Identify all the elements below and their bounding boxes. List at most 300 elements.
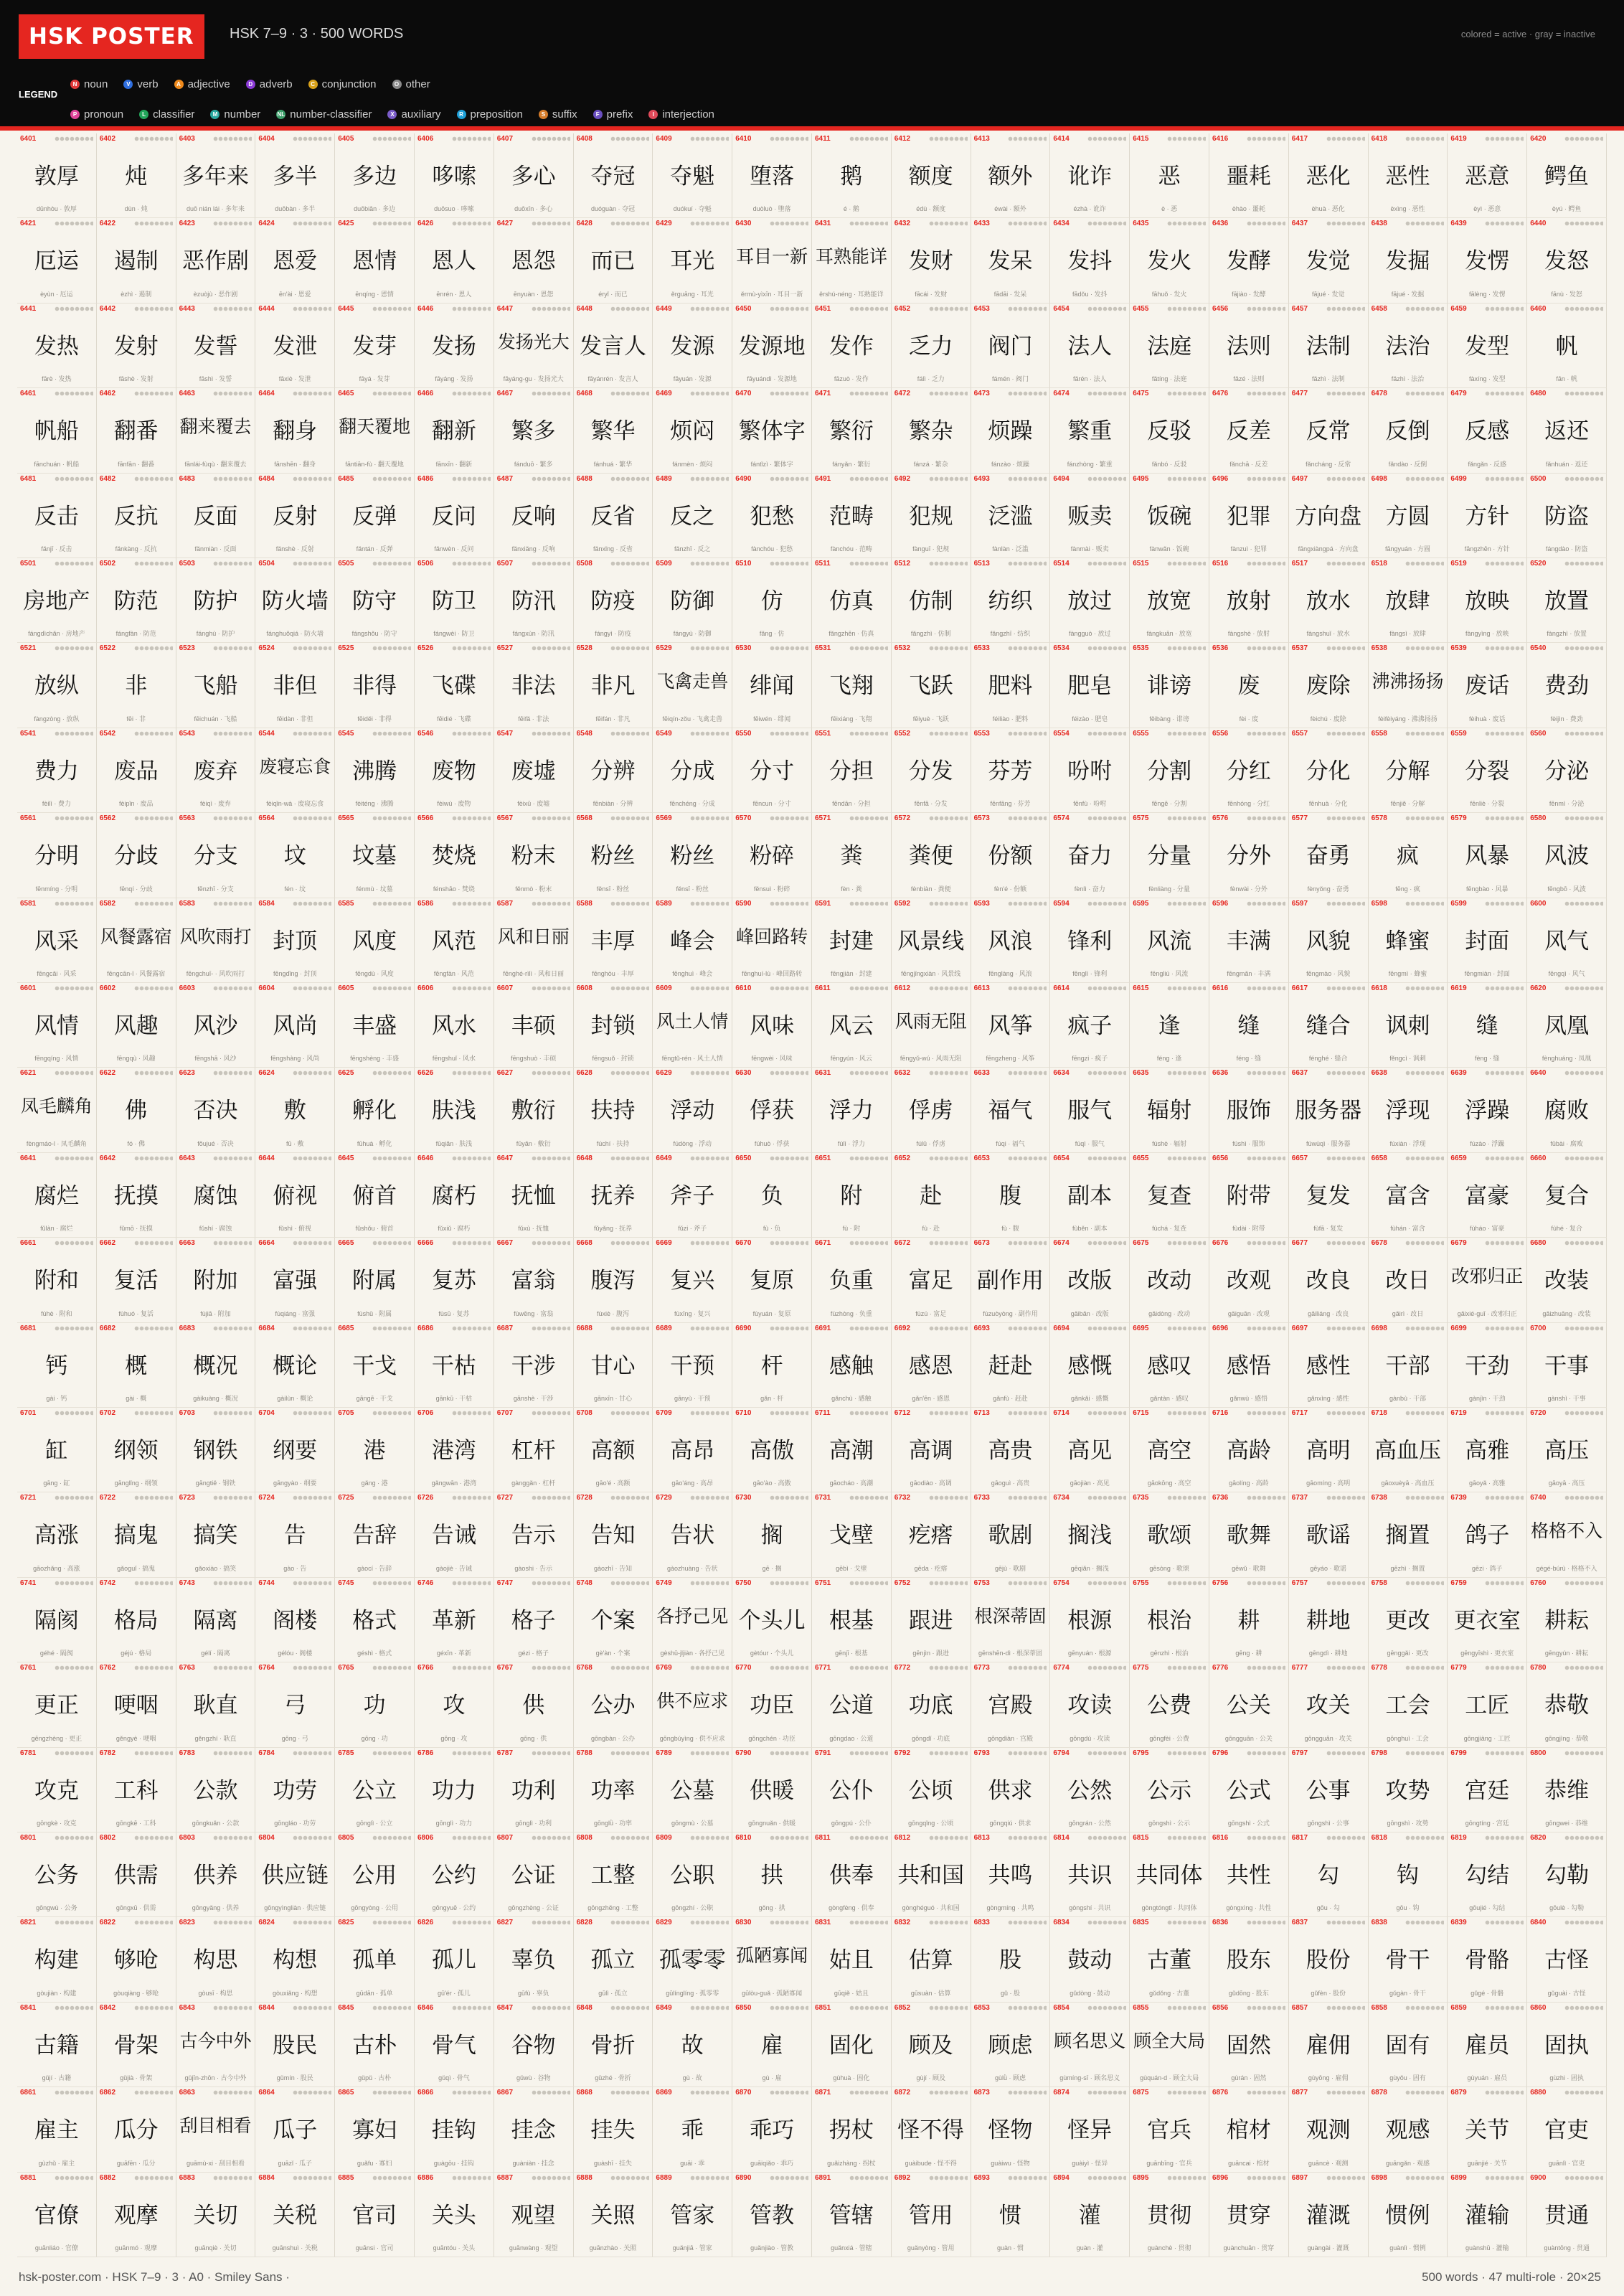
word-number: 6421	[20, 220, 37, 228]
word-card	[255, 1408, 335, 1492]
word-pinyin: gǎnfù · 赶赴	[993, 1395, 1028, 1402]
legend-dot-icon: X	[387, 110, 397, 119]
word-number: 6786	[417, 1749, 434, 1757]
word-pinyin: ēnqíng · 恩情	[355, 290, 394, 298]
word-hanzi: 奋勇	[1306, 843, 1351, 870]
word-number: 6705	[338, 1409, 354, 1417]
word-hanzi: 功力	[431, 1777, 476, 1804]
word-number: 6714	[1053, 1409, 1070, 1417]
word-pinyin: guānzhào · 关照	[589, 2244, 637, 2252]
pos-dots-icon	[55, 901, 93, 906]
legend-dot-icon: P	[70, 110, 80, 119]
word-number: 6678	[1371, 1239, 1387, 1248]
pos-dots-icon	[213, 986, 252, 991]
word-pinyin: gǔgé · 骨骼	[1470, 1989, 1504, 1997]
word-hanzi: 副作用	[976, 1268, 1044, 1294]
word-card	[1289, 133, 1369, 218]
pos-dots-icon	[293, 306, 331, 311]
pos-dots-icon	[1485, 1581, 1524, 1586]
word-pinyin: féiliào · 肥料	[992, 715, 1029, 723]
pos-dots-icon	[55, 1665, 93, 1670]
word-pinyin: guāngǎn · 观感	[1385, 2159, 1430, 2167]
pos-dots-icon	[1405, 816, 1444, 821]
pos-dots-icon	[929, 221, 968, 226]
pos-dots-icon	[1564, 1241, 1603, 1246]
word-card	[1209, 304, 1289, 388]
word-hanzi: 公道	[828, 1693, 874, 1719]
pos-dots-icon	[610, 901, 649, 906]
word-number: 6570	[735, 814, 752, 823]
pos-dots-icon	[1564, 1411, 1603, 1416]
word-card	[17, 1323, 97, 1408]
word-number: 6552	[894, 729, 911, 738]
word-hanzi: 烦躁	[988, 418, 1033, 445]
word-card	[255, 474, 335, 558]
word-card	[812, 1238, 892, 1322]
word-number: 6711	[815, 1409, 831, 1417]
pos-dots-icon	[1485, 306, 1524, 311]
word-pinyin: gēnshēn-dì · 根深蒂固	[978, 1650, 1043, 1657]
word-number: 6440	[1530, 220, 1547, 228]
word-hanzi: 反省	[590, 503, 636, 530]
word-number: 6708	[576, 1409, 593, 1417]
word-pinyin: duòluò · 堕落	[752, 205, 791, 213]
word-hanzi: 反差	[1226, 418, 1271, 445]
poster-footer	[0, 2260, 1624, 2296]
word-number: 6669	[656, 1239, 672, 1248]
word-hanzi: 供不应求	[656, 1690, 729, 1712]
word-hanzi: 官兵	[1147, 2117, 1192, 2144]
word-card	[415, 304, 494, 388]
word-hanzi: 固执	[1544, 2032, 1590, 2059]
word-card	[732, 474, 812, 558]
word-card	[255, 898, 335, 983]
word-number: 6672	[894, 1239, 911, 1248]
word-card	[255, 2003, 335, 2087]
word-hanzi: 繁多	[511, 418, 556, 445]
legend-dot-icon: F	[593, 110, 603, 119]
legend-dot-icon: NL	[277, 110, 285, 118]
word-pinyin: fǎngzhī · 纺织	[990, 630, 1031, 638]
word-card	[1527, 898, 1607, 983]
word-card	[1448, 983, 1527, 1068]
word-number: 6755	[1133, 1578, 1149, 1587]
word-number: 6627	[496, 1069, 514, 1078]
word-pinyin: fēnzhī · 分支	[197, 885, 234, 893]
pos-dots-icon	[1326, 1156, 1365, 1161]
pos-dots-icon	[372, 986, 411, 991]
pos-dots-icon	[610, 1751, 649, 1756]
word-hanzi: 挂念	[511, 2117, 556, 2144]
word-card	[415, 1068, 494, 1152]
pos-dots-icon	[1485, 391, 1524, 396]
word-pinyin: gāo'é · 高额	[595, 1479, 631, 1487]
word-number: 6606	[417, 984, 434, 992]
word-number: 6601	[20, 984, 37, 992]
word-card	[1130, 558, 1209, 643]
word-card	[653, 1068, 732, 1152]
pos-dots-icon	[1326, 901, 1365, 906]
word-card	[812, 2173, 892, 2257]
word-card	[574, 1068, 653, 1152]
word-hanzi: 浮动	[670, 1098, 715, 1124]
word-hanzi: 繁衍	[828, 418, 874, 445]
word-pinyin: fènlì · 奋力	[1074, 885, 1105, 893]
word-pinyin: gōngfèi · 公费	[1149, 1734, 1189, 1742]
pos-dots-icon	[372, 1071, 411, 1076]
word-card	[1289, 898, 1369, 983]
word-card	[1289, 304, 1369, 388]
word-card	[1289, 1068, 1369, 1152]
word-pinyin: gāngtiě · 钢铁	[195, 1479, 236, 1487]
word-pinyin: gūlì · 孤立	[598, 1989, 628, 1997]
word-pinyin: gài · 概	[126, 1395, 147, 1402]
word-hanzi: 恩人	[431, 248, 476, 275]
word-card	[732, 1832, 812, 1917]
word-number: 6633	[973, 1069, 990, 1078]
word-pinyin: gēngyīshì · 更衣室	[1460, 1650, 1514, 1657]
word-card	[17, 1662, 97, 1747]
word-card	[1527, 474, 1607, 558]
word-number: 6455	[1133, 304, 1149, 313]
word-number: 6410	[735, 135, 752, 143]
word-hanzi: 发言人	[579, 333, 646, 359]
word-card	[1448, 1323, 1527, 1408]
word-pinyin: gǎntàn · 感叹	[1150, 1395, 1189, 1402]
word-pinyin: fāyá · 发芽	[359, 375, 390, 383]
word-card	[1527, 983, 1607, 1068]
word-pinyin: fùhè · 附和	[41, 1309, 72, 1317]
word-card	[415, 1748, 494, 1832]
word-pinyin: guàn · 灌	[1076, 2244, 1103, 2252]
word-pinyin: fǔyǎng · 抚养	[593, 1225, 632, 1233]
pos-dots-icon	[770, 901, 808, 906]
pos-dots-icon	[610, 1071, 649, 1076]
pos-dots-icon	[293, 2090, 331, 2095]
word-hanzi: 跟进	[908, 1607, 953, 1634]
word-card	[17, 304, 97, 388]
word-number: 6613	[973, 984, 990, 992]
word-card	[255, 133, 335, 218]
word-card	[1209, 1153, 1289, 1238]
word-pinyin: gànbù · 干部	[1389, 1395, 1426, 1402]
word-pinyin: guàshī · 挂失	[593, 2159, 632, 2167]
pos-dots-icon	[1008, 391, 1047, 396]
word-pinyin: gūqiě · 姑且	[834, 1989, 869, 1997]
word-card	[17, 1917, 97, 2002]
word-number: 6759	[1450, 1578, 1467, 1587]
pos-dots-icon	[1405, 731, 1444, 736]
pos-dots-icon	[610, 1835, 649, 1840]
pos-dots-icon	[1485, 1241, 1524, 1246]
word-hanzi: 感性	[1306, 1352, 1351, 1379]
pos-dots-icon	[690, 1495, 729, 1500]
word-number: 6769	[656, 1664, 672, 1672]
pos-dots-icon	[1326, 221, 1365, 226]
word-number: 6821	[20, 1919, 37, 1927]
word-number: 6875	[1133, 2089, 1149, 2097]
word-card	[971, 304, 1051, 388]
word-hanzi: 高见	[1067, 1438, 1113, 1464]
word-pinyin: fēngshā · 风沙	[194, 1055, 237, 1063]
word-hanzi: 发热	[34, 333, 79, 359]
word-number: 6474	[1053, 390, 1070, 398]
word-pinyin: gōng · 功	[361, 1734, 388, 1742]
word-number: 6757	[1291, 1578, 1308, 1587]
word-card	[415, 1662, 494, 1747]
word-number: 6409	[656, 135, 672, 143]
word-number: 6573	[973, 814, 990, 823]
word-card	[653, 133, 732, 218]
legend-label: interjection	[662, 108, 714, 121]
word-pinyin: fēngmì · 蜂蜜	[1388, 970, 1427, 977]
word-pinyin: fēngyǔ-wú · 风雨无阻	[900, 1055, 962, 1063]
word-card	[255, 1323, 335, 1408]
word-pinyin: guānjié · 关节	[1467, 2159, 1507, 2167]
word-number: 6731	[815, 1494, 831, 1502]
word-number: 6694	[1053, 1324, 1070, 1332]
word-pinyin: gélóu · 阁楼	[278, 1650, 313, 1657]
word-number: 6505	[338, 560, 354, 568]
word-pinyin: fěibàng · 诽谤	[1149, 715, 1189, 723]
word-number: 6488	[576, 474, 593, 483]
word-number: 6479	[1450, 390, 1467, 398]
word-number: 6491	[815, 474, 831, 483]
word-pinyin: fèiqǐn-wà · 废寝忘食	[266, 800, 324, 808]
word-card	[1527, 133, 1607, 218]
pos-dots-icon	[1485, 2090, 1524, 2095]
word-card	[574, 2173, 653, 2257]
word-pinyin: fù · 负	[763, 1225, 781, 1233]
word-number: 6535	[1133, 644, 1149, 653]
word-number: 6700	[1530, 1324, 1547, 1332]
word-pinyin: gāojiàn · 高见	[1070, 1479, 1110, 1487]
word-hanzi: 公仆	[828, 1777, 874, 1804]
word-hanzi: 根源	[1067, 1607, 1113, 1634]
word-card	[1448, 218, 1527, 303]
word-hanzi: 复兴	[670, 1268, 715, 1294]
word-card	[415, 474, 494, 558]
word-card	[653, 304, 732, 388]
word-number: 6580	[1530, 814, 1547, 823]
word-number: 6554	[1053, 729, 1070, 738]
word-hanzi: 抚摸	[113, 1182, 159, 1209]
word-number: 6533	[973, 644, 990, 653]
word-hanzi: 非凡	[590, 673, 636, 700]
word-card	[1527, 2087, 1607, 2172]
word-hanzi: 富强	[273, 1268, 318, 1294]
word-number: 6602	[99, 984, 116, 992]
word-number: 6538	[1371, 644, 1387, 653]
word-pinyin: fēiqín-zǒu · 飞禽走兽	[662, 715, 723, 723]
word-hanzi: 分发	[908, 758, 953, 784]
word-hanzi: 防汛	[511, 588, 556, 614]
pos-dots-icon	[770, 731, 808, 736]
word-pinyin: gēnyuán · 根源	[1068, 1650, 1112, 1657]
word-card	[892, 304, 971, 388]
word-number: 6651	[815, 1154, 831, 1162]
word-card	[255, 728, 335, 813]
word-pinyin: fēnglàng · 风浪	[988, 970, 1032, 977]
pos-dots-icon	[1485, 221, 1524, 226]
word-number: 6617	[1291, 984, 1308, 992]
word-card	[335, 2003, 415, 2087]
word-card	[97, 1408, 176, 1492]
legend-item	[139, 108, 194, 121]
word-number: 6894	[1053, 2173, 1070, 2182]
word-number: 6575	[1133, 814, 1149, 823]
pos-dots-icon	[1008, 1411, 1047, 1416]
word-card	[971, 1153, 1051, 1238]
word-pinyin: fānchuán · 帆船	[34, 460, 80, 468]
word-number: 6588	[576, 899, 593, 908]
word-number: 6692	[894, 1324, 911, 1332]
word-hanzi: 复活	[113, 1268, 159, 1294]
word-number: 6649	[656, 1154, 672, 1162]
word-card	[1369, 983, 1448, 1068]
word-card	[1527, 1832, 1607, 1917]
word-hanzi: 高血压	[1374, 1438, 1441, 1464]
word-hanzi: 风范	[431, 928, 476, 954]
word-card	[1369, 2087, 1448, 2172]
word-hanzi: 高贵	[988, 1438, 1033, 1464]
pos-dots-icon	[1167, 1411, 1206, 1416]
word-card	[971, 1323, 1051, 1408]
pos-dots-icon	[55, 1920, 93, 1925]
word-pinyin: gōngguān · 攻关	[1304, 1734, 1352, 1742]
word-pinyin: fēngcān-l · 风餐露宿	[107, 970, 166, 977]
word-number: 6896	[1212, 2173, 1229, 2182]
word-pinyin: fùxīng · 复兴	[674, 1309, 711, 1317]
word-card	[1448, 1832, 1527, 1917]
word-hanzi: 攻读	[1067, 1693, 1113, 1719]
word-pinyin: èhào · 噩耗	[1232, 205, 1265, 213]
word-number: 6725	[338, 1494, 354, 1502]
pos-dots-icon	[610, 561, 649, 566]
word-hanzi: 敦厚	[34, 164, 79, 189]
word-number: 6663	[179, 1239, 195, 1248]
word-card	[653, 1578, 732, 1662]
pos-dots-icon	[929, 2175, 968, 2180]
word-card	[255, 1578, 335, 1662]
word-hanzi: 粉丝	[670, 843, 715, 870]
word-card	[1209, 1068, 1289, 1152]
word-pinyin: fēichuán · 飞船	[194, 715, 237, 723]
word-hanzi: 恶	[1158, 164, 1181, 189]
word-pinyin: fénghé · 缝合	[1308, 1055, 1348, 1063]
word-pinyin: gǎn'ēn · 感恩	[912, 1395, 950, 1402]
word-card	[812, 1323, 892, 1408]
word-card	[335, 1578, 415, 1662]
word-hanzi: 乖巧	[750, 2117, 795, 2144]
word-pinyin: gēngdì · 耕地	[1308, 1650, 1348, 1657]
word-pinyin: fěnsī · 粉丝	[676, 885, 709, 893]
word-pinyin: gūlòu-guǎ · 孤陋寡闻	[742, 1989, 803, 1997]
word-hanzi: 缝	[1237, 1013, 1260, 1039]
pos-dots-icon	[55, 1156, 93, 1161]
pos-dots-icon	[1485, 646, 1524, 651]
word-pinyin: fènyǒng · 奋勇	[1307, 885, 1349, 893]
word-pinyin: gōngshì · 公事	[1307, 1820, 1349, 1827]
word-pinyin: é · 鹅	[843, 205, 859, 213]
word-card	[494, 304, 574, 388]
pos-dots-icon	[1087, 1581, 1126, 1586]
word-pinyin: gùyǒu · 固有	[1389, 2074, 1426, 2082]
word-number: 6870	[735, 2089, 752, 2097]
word-card	[1130, 2173, 1209, 2257]
word-card	[812, 388, 892, 473]
word-pinyin: gǎidòng · 改动	[1148, 1309, 1191, 1317]
word-hanzi: 骨干	[1385, 1947, 1430, 1974]
word-number: 6657	[1291, 1154, 1308, 1162]
pos-dots-icon	[134, 1326, 173, 1331]
word-pinyin: fàngsì · 放肆	[1389, 630, 1426, 638]
word-number: 6443	[179, 304, 195, 313]
word-pinyin: gǎizhuāng · 改装	[1542, 1309, 1591, 1317]
word-hanzi: 辜负	[511, 1947, 556, 1974]
word-pinyin: fēngwèi · 风味	[751, 1055, 793, 1063]
word-card	[97, 1492, 176, 1577]
word-number: 6668	[576, 1239, 593, 1248]
word-number: 6513	[973, 560, 990, 568]
word-hanzi: 防护	[193, 588, 238, 614]
word-hanzi: 攻势	[1385, 1777, 1430, 1804]
word-number: 6639	[1450, 1069, 1467, 1078]
word-hanzi: 关税	[273, 2202, 318, 2229]
pos-dots-icon	[849, 1665, 888, 1670]
pos-dots-icon	[1008, 1156, 1047, 1161]
word-pinyin: fǔlàn · 腐烂	[40, 1225, 73, 1233]
pos-dots-icon	[770, 476, 808, 481]
word-hanzi: 宫廷	[1465, 1777, 1510, 1804]
word-pinyin: fúqì · 服气	[1075, 1139, 1105, 1147]
word-pinyin: gǔzhé · 骨折	[595, 2074, 631, 2082]
word-hanzi: 分辨	[590, 758, 636, 784]
word-pinyin: fēifán · 非凡	[595, 715, 631, 723]
word-pinyin: gǎnkǎi · 感慨	[1071, 1395, 1109, 1402]
pos-dots-icon	[770, 1835, 808, 1840]
word-hanzi: 翻来覆去	[179, 416, 252, 438]
word-hanzi: 高雅	[1465, 1438, 1510, 1464]
word-hanzi: 复合	[1544, 1182, 1590, 1209]
pos-dots-icon	[1405, 2090, 1444, 2095]
word-number: 6417	[1291, 135, 1308, 143]
legend-dot-icon: V	[123, 80, 133, 89]
word-card	[97, 304, 176, 388]
word-hanzi: 腐蚀	[193, 1182, 238, 1209]
word-number: 6428	[576, 220, 593, 228]
word-hanzi: 凤凰	[1544, 1013, 1590, 1039]
word-pinyin: fāngyuán · 方圆	[1384, 545, 1430, 552]
pos-dots-icon	[532, 1241, 570, 1246]
word-card	[494, 218, 574, 303]
word-hanzi: 防火墙	[261, 588, 329, 614]
word-hanzi: 发誓	[193, 333, 238, 359]
pos-dots-icon	[1008, 1835, 1047, 1840]
word-card	[1050, 1662, 1130, 1747]
word-card	[1448, 1068, 1527, 1152]
word-card	[494, 1153, 574, 1238]
word-number: 6828	[576, 1919, 593, 1927]
word-card	[1209, 1238, 1289, 1322]
word-card	[653, 983, 732, 1068]
legend-item	[648, 108, 714, 121]
pos-dots-icon	[213, 1495, 252, 1500]
word-pinyin: fēngtǔ-rén · 风土人情	[661, 1055, 723, 1063]
word-pinyin: fányǎn · 繁衍	[832, 460, 871, 468]
pos-dots-icon	[1564, 391, 1603, 396]
legend-label: conjunction	[321, 77, 377, 90]
